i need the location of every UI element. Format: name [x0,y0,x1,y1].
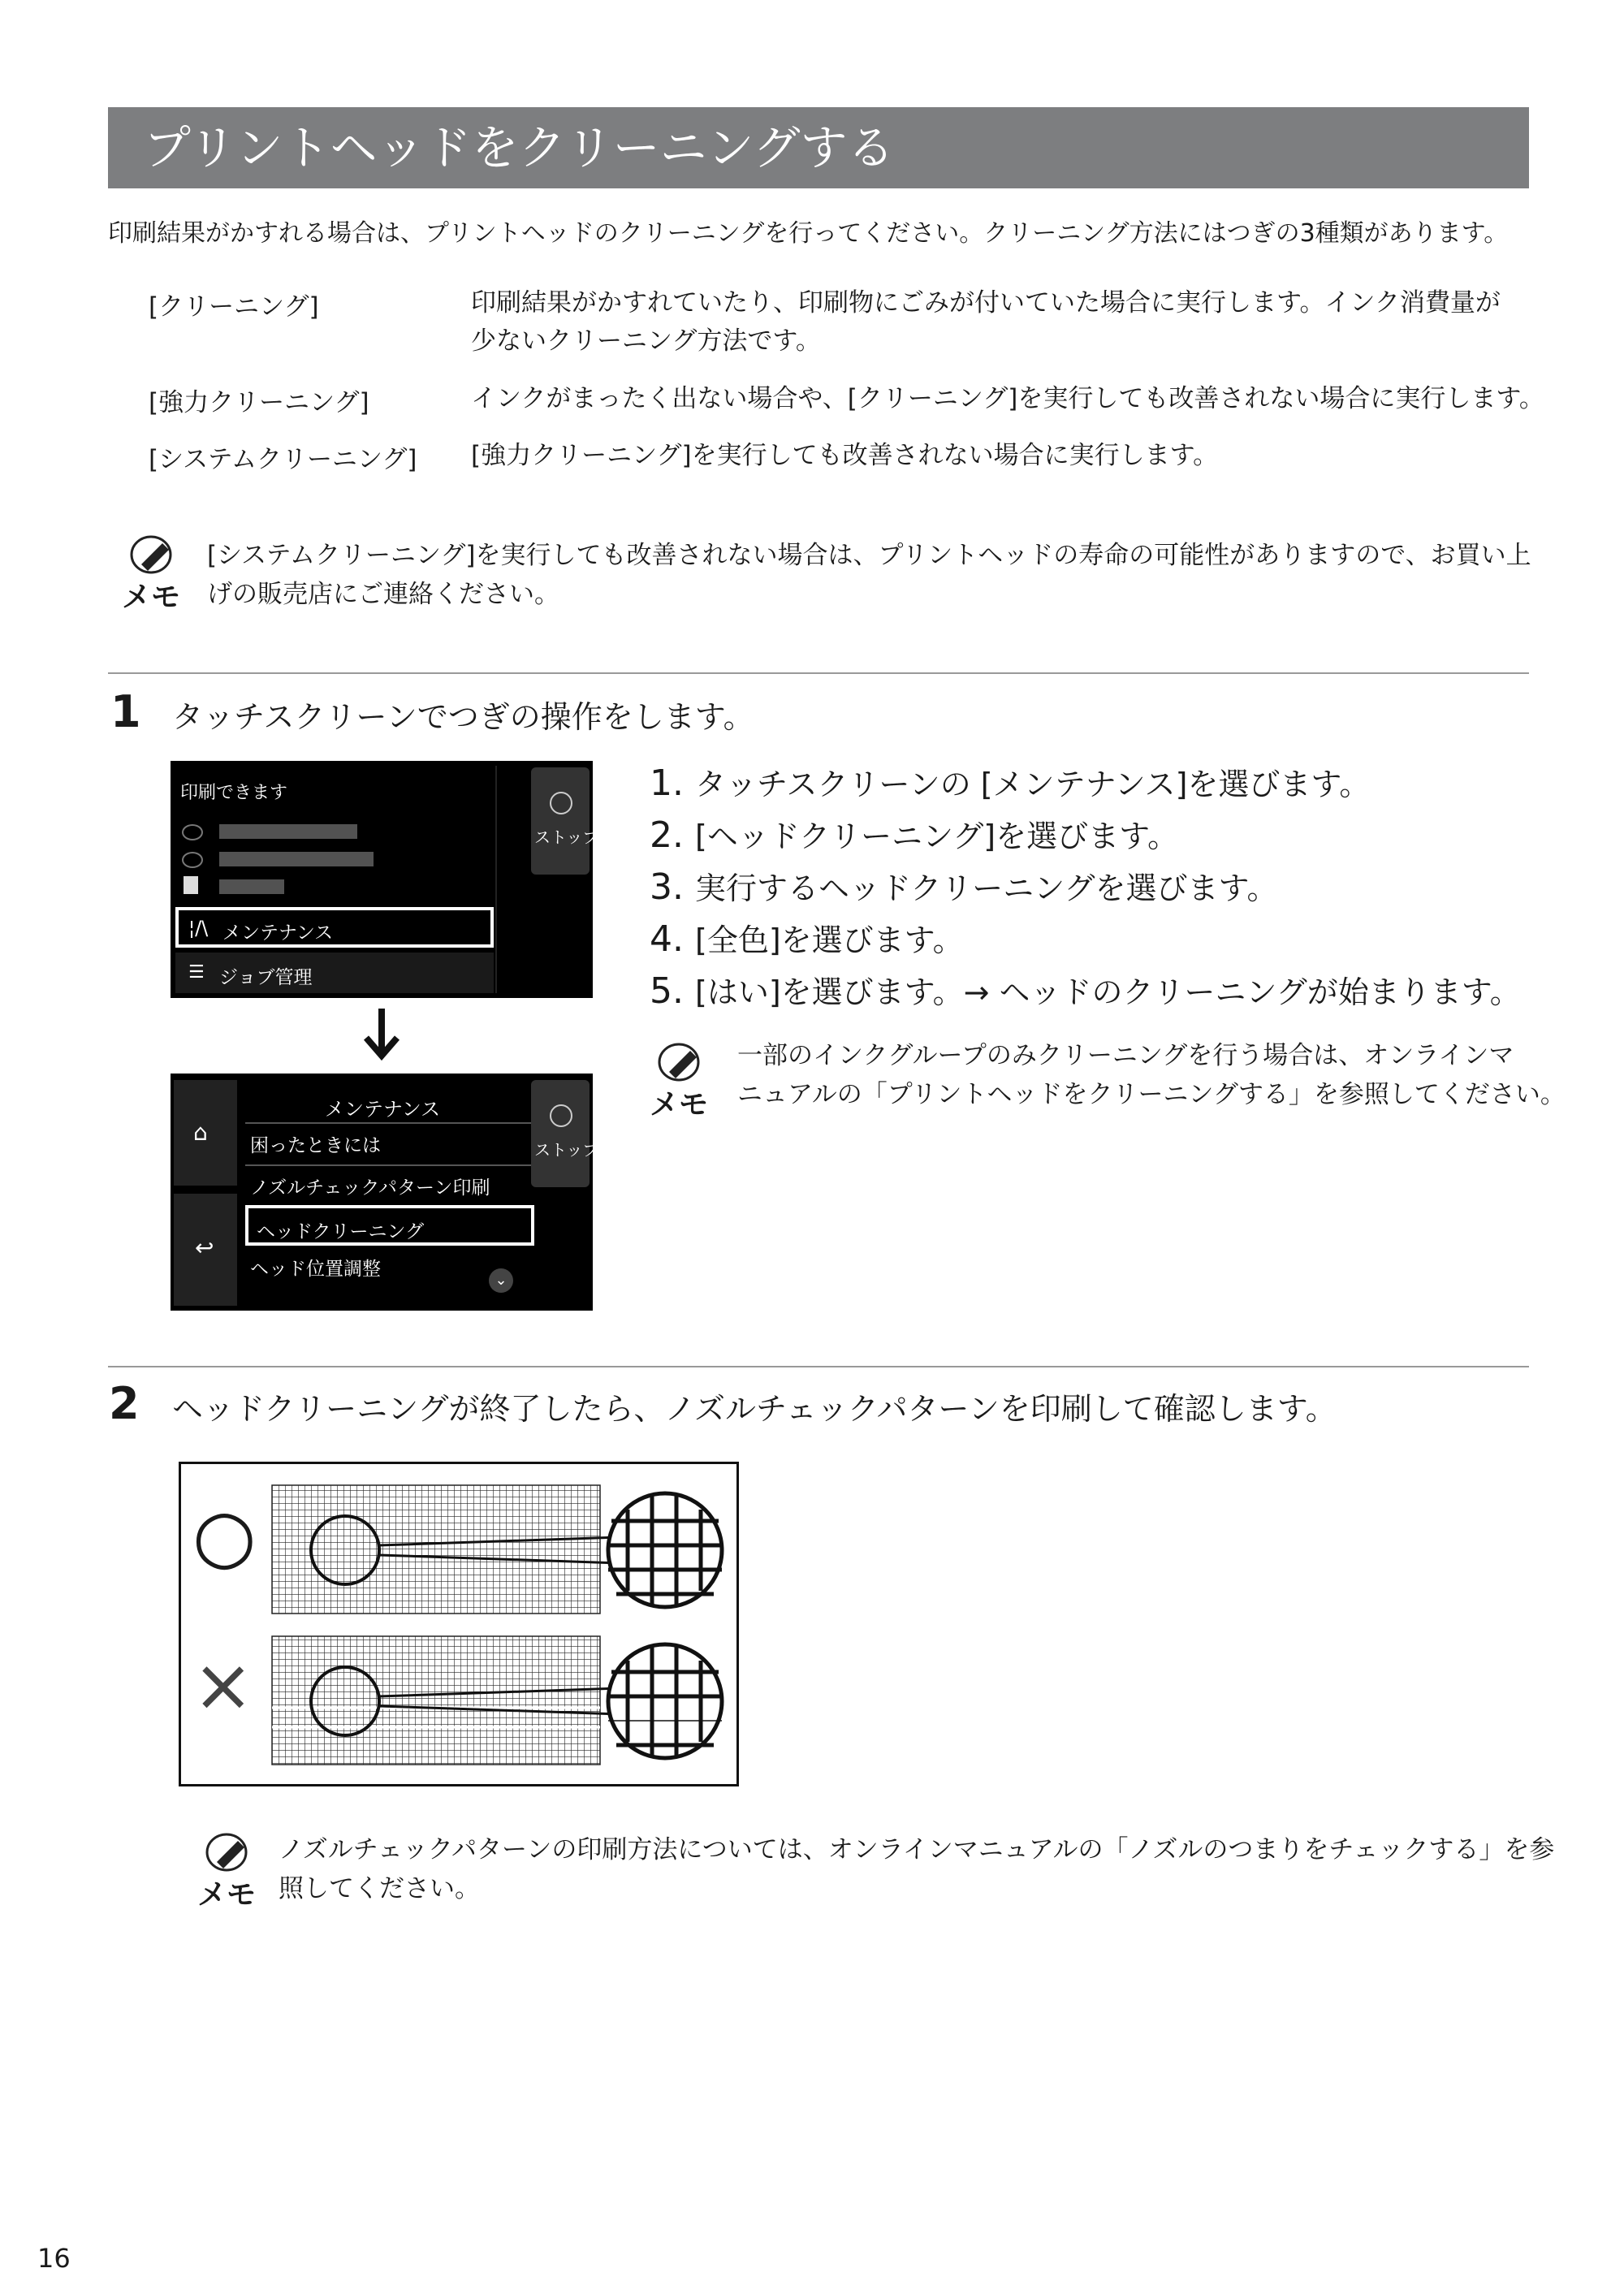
method-term-cleaning: [クリーニング] [149,292,319,322]
page-title: プリントヘッドをクリーニングする [108,107,1529,188]
touchscreen-maintenance [171,1074,599,1311]
step-1-number: 1 [110,686,141,737]
memo-icon-2: メモ [650,1039,715,1121]
memo-note-online-manual: 一部のインクグループのみクリーニングを行う場合は、オンラインマ ニュアルの「プリントヘッドをクリーニングする」を参照してください。 [737,1041,1566,1109]
method-desc-deep-cleaning: インクがまったく出ない場合や、[クリーニング]を実行しても改善されない場合に実行します。 [471,384,1544,413]
status-text: 印刷できます [180,783,288,803]
touchscreen-home [171,761,599,998]
step-1-item-5: 5. [はい]を選びます。→ ヘッドのクリーニングが始まります。 [650,970,1521,1012]
memo-label: メモ [122,581,181,614]
menu-item-troubleshoot[interactable]: 困ったときには [250,1135,381,1156]
home-icon: ⌂ [193,1119,208,1146]
job-manage-button[interactable]: ☰ ジョブ管理 [175,953,494,993]
step-1-heading: タッチスクリーンでつぎの操作をします。 [172,699,754,735]
divider [108,672,1529,674]
ink-icon [182,824,203,840]
memo-icon-3: メモ [197,1830,262,1911]
page-number: 16 [37,2243,71,2274]
menu-item-head-cleaning[interactable]: ヘッドクリーニング [245,1205,534,1246]
nozzle-check-figure [179,1462,739,1786]
ink-icon-2 [182,852,203,868]
step-1-item-3: 3. 実行するヘッドクリーニングを選びます。 [650,866,1278,908]
step-1-item-2: 2. [ヘッドクリーニング]を選びます。 [650,814,1179,856]
back-icon: ↩ [195,1234,214,1261]
memo-icon [122,532,187,613]
stop-button-2[interactable]: ストップ [531,1080,590,1187]
maintenance-button[interactable]: ¦/\ メンテナンス [175,907,494,948]
step-1-item-4: 4. [全色]を選びます。 [650,918,964,960]
tools-icon: ¦/\ [188,917,209,940]
step-1-item-1: 1. タッチスクリーンの [メンテナンス]を選びます。 [650,763,1371,804]
scroll-down-icon[interactable]: ⌄ [489,1268,513,1293]
screen-title: メンテナンス [325,1098,441,1121]
menu-item-nozzle-check[interactable]: ノズルチェックパターン印刷 [250,1177,490,1199]
method-term-system-cleaning: [システムクリーニング] [149,445,417,474]
list-icon: ☰ [188,962,205,983]
bad-mark: × [192,1643,254,1728]
home-button[interactable] [174,1080,237,1186]
step-2-number: 2 [109,1378,140,1429]
stop-icon-2 [550,1104,572,1127]
paper-icon [184,876,198,894]
divider-2 [108,1366,1529,1367]
method-term-deep-cleaning: [強力クリーニング] [149,388,369,417]
arrow-down-icon [361,1009,402,1064]
stop-button[interactable]: ストップ [531,767,590,875]
method-desc-system-cleaning: [強力クリーニング]を実行しても改善されない場合に実行します。 [471,441,1219,470]
intro-text: 印刷結果がかすれる場合は、プリントヘッドのクリーニングを行ってください。クリーニング方法にはつぎの3種類があります。 [108,219,1509,248]
memo-note-system-cleaning: [システムクリーニング]を実行しても改善されない場合は、プリントヘッドの寿命の可能性がありますので、お買い上 げの販売店にご連絡ください。 [207,541,1531,609]
good-mark: ○ [192,1493,257,1579]
back-button[interactable] [174,1194,237,1306]
nozzle-pattern-drawing [181,1464,736,1784]
memo-note-nozzle-check: ノズルチェックパターンの印刷方法については、オンラインマニュアルの「ノズルのつまりをチェックする」を参 照してください。 [279,1835,1555,1903]
menu-item-head-alignment[interactable]: ヘッド位置調整 [250,1259,381,1280]
step-2-heading: ヘッドクリーニングが終了したら、ノズルチェックパターンを印刷して確認します。 [172,1391,1337,1427]
stop-icon [550,792,572,814]
method-desc-cleaning: 印刷結果がかすれていたり、印刷物にごみが付いていた場合に実行します。インク消費量が 少ないクリーニング方法です。 [471,288,1501,356]
